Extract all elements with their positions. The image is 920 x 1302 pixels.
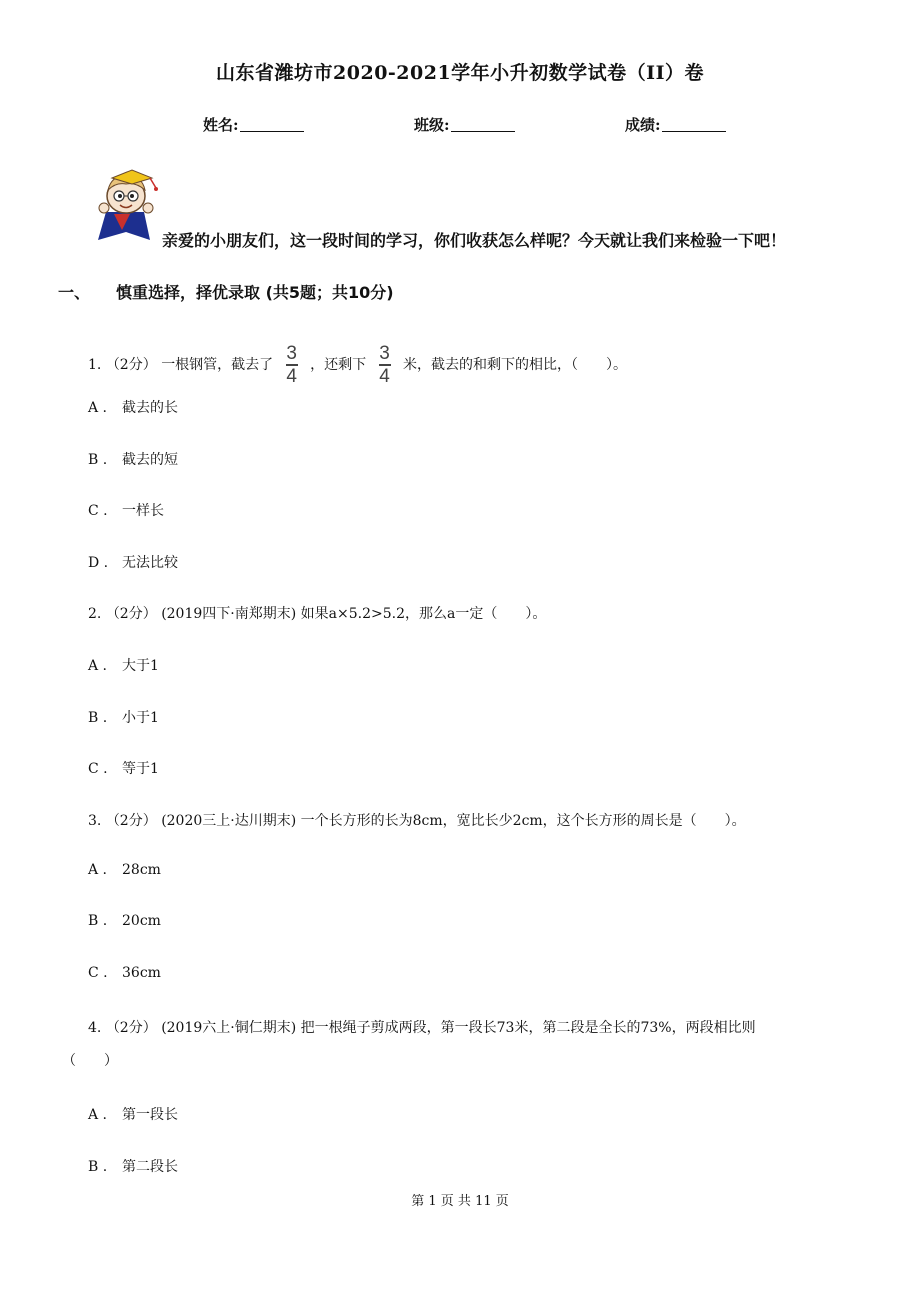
question-score: （2分） xyxy=(105,357,157,373)
option-letter: B . xyxy=(88,1159,108,1175)
question-number: 1. xyxy=(88,357,102,373)
option-text: 无法比较 xyxy=(122,555,178,571)
question-score: （2分） xyxy=(105,813,157,829)
option-1c[interactable] xyxy=(88,500,164,520)
question-text: 米，截去的和剩下的相比，（ ）。 xyxy=(403,357,627,373)
option-3c[interactable] xyxy=(88,965,161,981)
score-blank[interactable] xyxy=(662,117,726,132)
page-footer xyxy=(0,1190,920,1209)
question-text: (2019四下·南郑期末) 如果a×5.2>5.2，那么a一定（ ）。 xyxy=(161,606,547,622)
option-text: 28cm xyxy=(122,862,161,878)
footer-page: 1 xyxy=(428,1194,437,1209)
option-letter: C . xyxy=(88,761,108,777)
fraction-numerator: 3 xyxy=(379,343,390,364)
section-heading xyxy=(58,280,394,303)
option-letter: B . xyxy=(88,913,108,929)
option-3a[interactable] xyxy=(88,862,161,878)
name-field xyxy=(203,114,304,135)
option-text: 小于1 xyxy=(122,710,159,726)
option-letter: A . xyxy=(88,400,108,416)
fraction-denominator: 4 xyxy=(286,366,297,387)
option-text: 第二段长 xyxy=(122,1159,178,1175)
option-1a[interactable] xyxy=(88,397,178,417)
page-title: 山东省潍坊市2020-2021学年小升初数学试卷（II）卷 xyxy=(216,62,704,84)
question-4 xyxy=(88,1017,756,1037)
question-1 xyxy=(88,344,627,386)
option-text: 截去的长 xyxy=(122,400,178,416)
option-letter: B . xyxy=(88,452,108,468)
option-letter: C . xyxy=(88,965,108,981)
question-text: (2020三上·达川期末) 一个长方形的长为8cm，宽比长少2cm，这个长方形的周长是（ ）。 xyxy=(161,813,746,829)
section-number: 一、 xyxy=(58,283,91,302)
option-text: 截去的短 xyxy=(122,452,178,468)
class-blank[interactable] xyxy=(451,117,515,132)
option-letter: A . xyxy=(88,1107,108,1123)
option-2a[interactable] xyxy=(88,655,159,675)
option-text: 36cm xyxy=(122,965,161,981)
option-text: 第一段长 xyxy=(122,1107,178,1123)
option-4a[interactable] xyxy=(88,1104,178,1124)
option-letter: D . xyxy=(88,555,109,571)
mascot-illustration xyxy=(92,168,164,244)
fraction-numerator: 3 xyxy=(286,343,297,364)
option-1d[interactable] xyxy=(88,552,178,572)
score-label: 成绩: xyxy=(625,116,661,134)
option-4b[interactable] xyxy=(88,1156,178,1176)
question-score: （2分） xyxy=(105,1020,157,1036)
option-letter: A . xyxy=(88,862,108,878)
option-1b[interactable] xyxy=(88,449,178,469)
footer-mid: 页 共 xyxy=(440,1194,471,1209)
option-2b[interactable] xyxy=(88,707,159,727)
option-letter: A . xyxy=(88,658,108,674)
question-number: 4. xyxy=(88,1020,102,1036)
option-text: 等于1 xyxy=(122,761,159,777)
score-field xyxy=(625,114,726,135)
question-3 xyxy=(88,810,746,830)
option-text: 大于1 xyxy=(122,658,159,674)
fraction-denominator: 4 xyxy=(379,366,390,387)
class-field xyxy=(414,114,515,135)
question-text: 一根钢管，截去了 xyxy=(161,357,274,373)
question-number: 2. xyxy=(88,606,102,622)
footer-suffix: 页 xyxy=(495,1194,509,1209)
class-label: 班级: xyxy=(414,116,450,134)
option-text: 一样长 xyxy=(122,503,164,519)
option-3b[interactable] xyxy=(88,913,161,929)
name-label: 姓名: xyxy=(203,116,239,134)
question-score: （2分） xyxy=(105,606,157,622)
option-2c[interactable] xyxy=(88,758,159,778)
footer-total: 11 xyxy=(475,1194,492,1209)
question-text: (2019六上·铜仁期末) 把一根绳子剪成两段，第一段长73米，第二段是全长的73%，两段相比则 xyxy=(161,1020,756,1036)
section-title: 慎重选择，择优录取 (共5题；共10分) xyxy=(116,283,394,302)
name-blank[interactable] xyxy=(240,117,304,132)
question-4-continued: （ ） xyxy=(62,1053,118,1069)
question-number: 3. xyxy=(88,813,102,829)
option-letter: C . xyxy=(88,503,108,519)
question-text: ，还剩下 xyxy=(310,357,367,373)
intro-text: 亲爱的小朋友们，这一段时间的学习，你们收获怎么样呢？今天就让我们来检验一下吧！ xyxy=(162,231,787,250)
option-text: 20cm xyxy=(122,913,161,929)
fraction-2 xyxy=(379,344,391,386)
footer-prefix: 第 xyxy=(411,1194,425,1209)
option-letter: B . xyxy=(88,710,108,726)
fraction-1 xyxy=(286,344,298,386)
question-2 xyxy=(88,603,546,623)
